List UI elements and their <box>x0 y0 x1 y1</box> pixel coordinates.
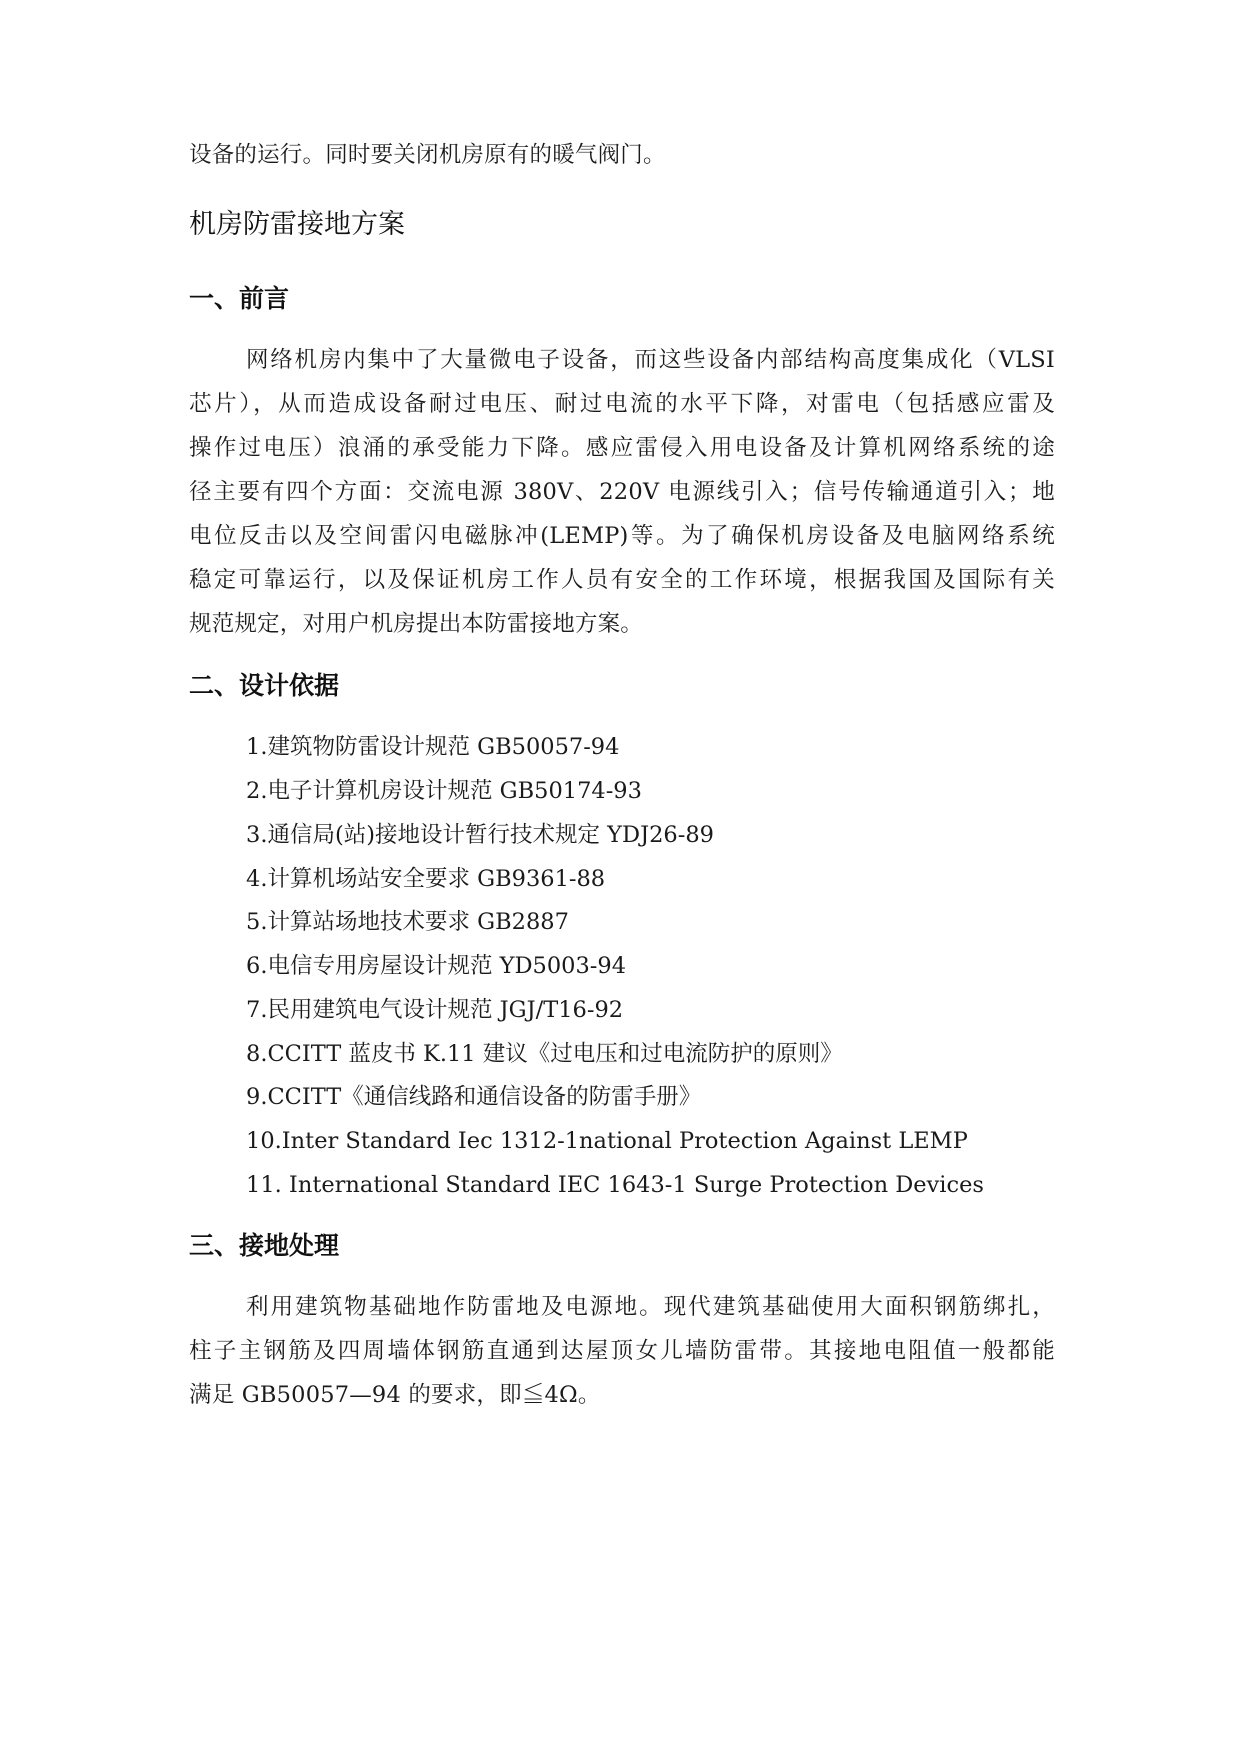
paragraph-line: 利用建筑物基础地作防雷地及电源地。现代建筑基础使用大面积钢筋绑扎， <box>246 1294 1055 1320</box>
reference-item: 7.民用建筑电气设计规范 JGJ/T16-92 <box>246 997 624 1023</box>
paragraph-line: 满足 GB50057—94 的要求，即≦4Ω。 <box>189 1382 601 1408</box>
paragraph-line: 径主要有四个方面：交流电源 380V、220V 电源线引入；信号传输通道引入；地 <box>189 479 1055 505</box>
paragraph-line: 稳定可靠运行，以及保证机房工作人员有安全的工作环境，根据我国及国际有关 <box>189 567 1055 593</box>
document-title: 机房防雷接地方案 <box>189 209 405 240</box>
reference-item: 2.电子计算机房设计规范 GB50174-93 <box>246 778 642 804</box>
paragraph-line: 操作过电压）浪涌的承受能力下降。感应雷侵入用电设备及计算机网络系统的途 <box>189 435 1055 461</box>
paragraph-line: 网络机房内集中了大量微电子设备，而这些设备内部结构高度集成化（VLSI <box>246 347 1055 373</box>
section-heading-preface: 一、前言 <box>189 284 290 313</box>
paragraph-line: 芯片），从而造成设备耐过电压、耐过电流的水平下降，对雷电（包括感应雷及 <box>189 391 1055 417</box>
reference-item: 1.建筑物防雷设计规范 GB50057-94 <box>246 734 620 760</box>
section-heading-design-basis: 二、设计依据 <box>189 671 340 700</box>
reference-item: 3.通信局(站)接地设计暂行技术规定 YDJ26-89 <box>246 822 714 848</box>
reference-item: 5.计算站场地技术要求 GB2887 <box>246 909 569 935</box>
reference-item: 9.CCITT《通信线路和通信设备的防雷手册》 <box>246 1084 702 1110</box>
document-page <box>189 0 1055 1754</box>
reference-item: 8.CCITT 蓝皮书 K.11 建议《过电压和过电流防护的原则》 <box>246 1041 843 1067</box>
reference-item: 11. International Standard IEC 1643-1 Surge Protection Devices <box>246 1172 984 1198</box>
reference-item: 10.Inter Standard Iec 1312-1national Protection Against LEMP <box>246 1128 968 1154</box>
section-heading-grounding: 三、接地处理 <box>189 1231 340 1260</box>
reference-item: 4.计算机场站安全要求 GB9361-88 <box>246 866 606 892</box>
paragraph-line: 柱子主钢筋及四周墙体钢筋直通到达屋顶女儿墙防雷带。其接地电阻值一般都能 <box>189 1338 1055 1364</box>
intro-tail-paragraph: 设备的运行。同时要关闭机房原有的暖气阀门。 <box>189 142 666 168</box>
paragraph-line: 电位反击以及空间雷闪电磁脉冲(LEMP)等。为了确保机房设备及电脑网络系统 <box>189 523 1055 549</box>
reference-item: 6.电信专用房屋设计规范 YD5003-94 <box>246 953 627 979</box>
paragraph-line: 规范规定，对用户机房提出本防雷接地方案。 <box>189 611 644 637</box>
